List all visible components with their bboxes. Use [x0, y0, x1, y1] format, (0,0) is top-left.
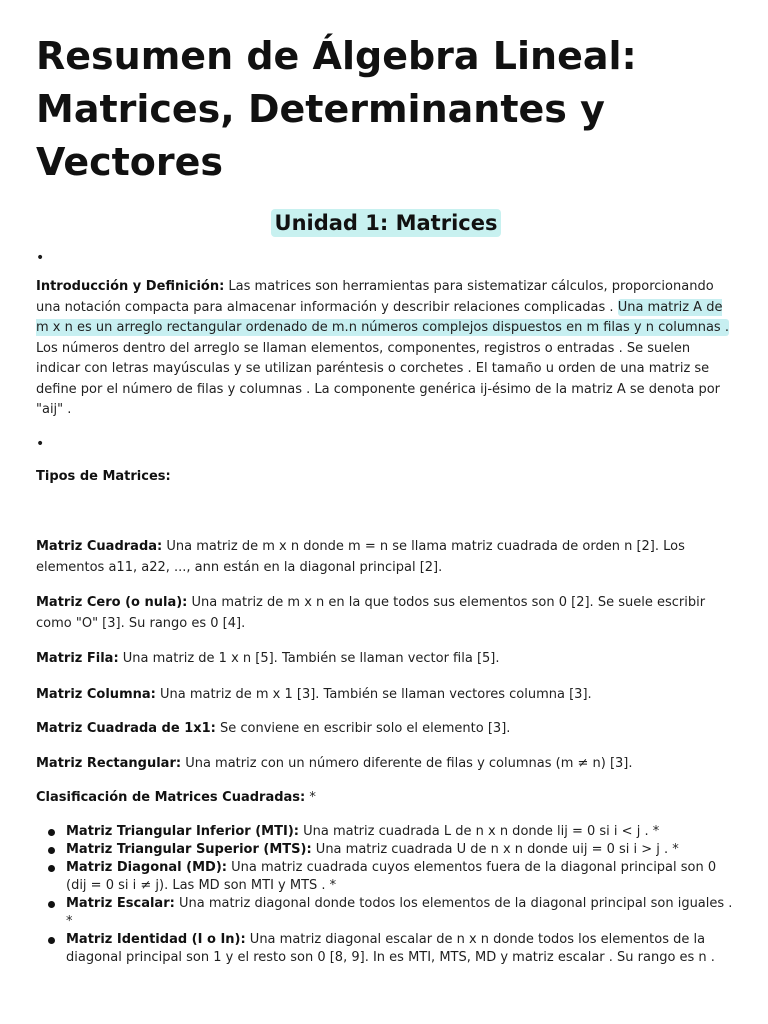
- list-item: [66, 895, 736, 931]
- item-label: Matriz Triangular Inferior (MTI):: [66, 823, 299, 839]
- item-label: Matriz Triangular Superior (MTS):: [66, 841, 312, 857]
- item-text: Una matriz diagonal escalar de n x n donde todos los elementos de la diagonal principal son 1 y el resto son 0 [8, 9]. In es MTI, MTS, MD y matriz escalar . Su rango es n .: [66, 931, 715, 965]
- intro-highlight: Una matriz A de m x n es un arreglo rectangular ordenado de m.n números complejos dispuestos en m filas y n columnas .: [36, 299, 729, 335]
- item-text: Una matriz cuadrada U de n x n donde uij = 0 si i > j . *: [311, 841, 679, 857]
- classification-label: Clasificación de Matrices Cuadradas:: [36, 790, 306, 805]
- intro-text-b: Los números dentro del arreglo se llaman elementos, componentes, registros o entradas . Se suelen indicar con letras mayúsculas y se utilizan paréntesis o corchetes . El tamaño u orden de una matriz se define por el número de filas y columnas . La componente genérica ij-ésimo de la matriz A se denota por "aij" .: [36, 340, 720, 417]
- type-item: [36, 754, 736, 775]
- bullet-marker: •: [36, 435, 45, 452]
- type-item: [36, 719, 736, 740]
- type-text: Una matriz de m x n en la que todos sus elementos son 0 [2]. Se suele escribir como "O" [3]. Su rango es 0 [4].: [36, 595, 706, 631]
- type-label: Matriz Fila:: [36, 651, 119, 666]
- unit-heading: Unidad 1: Matrices: [271, 209, 502, 237]
- intro-text-a: Las matrices son herramientas para sistematizar cálculos, proporcionando una notación compacta para almacenar información y describir relaciones complicadas .: [36, 279, 714, 315]
- page-title: Resumen de Álgebra Lineal: Matrices, Determinantes y Vectores: [36, 34, 637, 184]
- classification-list: [36, 823, 736, 967]
- type-item: [36, 537, 736, 578]
- classification-heading: [36, 788, 736, 809]
- type-item: [36, 685, 736, 706]
- intro-paragraph: [36, 277, 736, 421]
- list-item: [66, 931, 736, 967]
- type-text: Una matriz de m x n donde m = n se llama matriz cuadrada de orden n [2]. Los elementos a11, a22, ..., ann están en la diagonal principal [2].: [36, 539, 685, 575]
- intro-label: Introducción y Definición:: [36, 279, 225, 294]
- type-label: Matriz Rectangular:: [36, 755, 182, 771]
- item-text: Una matriz cuadrada L de n x n donde lij = 0 si i < j . *: [298, 823, 660, 839]
- type-label: Matriz Cero (o nula):: [36, 595, 188, 610]
- item-label: Matriz Escalar:: [66, 895, 175, 911]
- list-item: [66, 841, 736, 859]
- bullet-marker: •: [36, 250, 45, 266]
- item-text: Una matriz diagonal donde todos los elementos de la diagonal principal son iguales . *: [66, 895, 733, 929]
- types-heading-label: Tipos de Matrices:: [36, 468, 171, 484]
- type-text: Una matriz de m x 1 [3]. También se llaman vectores columna [3].: [155, 686, 592, 702]
- type-text: Se conviene en escribir solo el elemento [3].: [215, 721, 511, 736]
- document-page: [36, 30, 736, 967]
- type-text: Una matriz de 1 x n [5]. También se llaman vector fila [5].: [118, 651, 500, 666]
- classification-suffix: *: [305, 790, 316, 805]
- type-text: Una matriz con un número diferente de filas y columnas (m ≠ n) [3].: [181, 755, 633, 771]
- type-label: Matriz Cuadrada de 1x1:: [36, 721, 216, 736]
- list-item: [66, 823, 736, 841]
- type-item: [36, 593, 736, 634]
- type-item: [36, 649, 736, 670]
- list-item: [66, 859, 736, 895]
- item-label: Matriz Identidad (I o In):: [66, 931, 246, 947]
- item-text: Una matriz cuadrada cuyos elementos fuera de la diagonal principal son 0 (dij = 0 si i ≠ j). Las MD son MTI y MTS . *: [66, 859, 717, 893]
- types-heading: [36, 467, 736, 488]
- type-label: Matriz Cuadrada:: [36, 539, 163, 554]
- item-label: Matriz Diagonal (MD):: [66, 859, 227, 875]
- unit-heading-wrap: [36, 209, 736, 237]
- type-label: Matriz Columna:: [36, 686, 156, 702]
